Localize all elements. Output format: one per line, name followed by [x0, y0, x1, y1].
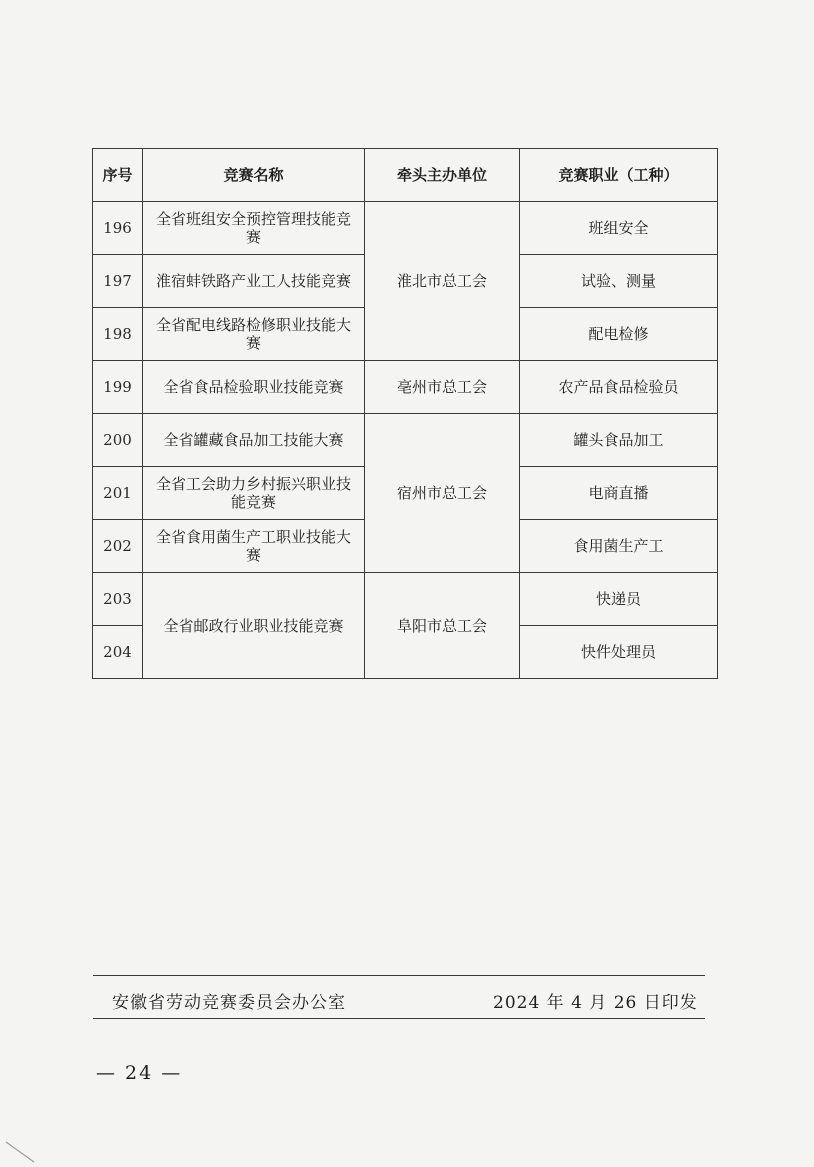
issue-date: 2024 年 4 月 26 日印发 — [493, 993, 698, 1013]
row-serial: 203 — [93, 573, 143, 626]
table-row — [93, 414, 718, 467]
row-contest-name: 全省班组安全预控管理技能竞赛 — [143, 202, 365, 255]
page-number: — 24 — — [96, 1062, 183, 1084]
header-organizer: 牵头主办单位 — [365, 149, 520, 202]
header-occupation: 竞赛职业（工种） — [520, 149, 718, 202]
row-occupation: 罐头食品加工 — [520, 414, 718, 467]
row-occupation: 快递员 — [520, 573, 718, 626]
row-occupation: 试验、测量 — [520, 255, 718, 308]
row-contest-name: 淮宿蚌铁路产业工人技能竞赛 — [143, 255, 365, 308]
table-row — [93, 573, 718, 626]
row-contest-name: 全省罐藏食品加工技能大赛 — [143, 414, 365, 467]
row-serial: 200 — [93, 414, 143, 467]
row-contest-name: 全省食品检验职业技能竞赛 — [143, 361, 365, 414]
row-contest-name: 全省食用菌生产工职业技能大赛 — [143, 520, 365, 573]
issuer-text: 安徽省劳动竞赛委员会办公室 — [112, 993, 346, 1013]
table-row — [93, 361, 718, 414]
row-serial: 198 — [93, 308, 143, 361]
table-header-row — [93, 149, 718, 202]
header-serial: 序号 — [93, 149, 143, 202]
row-serial: 201 — [93, 467, 143, 520]
row-serial: 202 — [93, 520, 143, 573]
footer-divider-top — [93, 975, 705, 976]
row-occupation: 农产品食品检验员 — [520, 361, 718, 414]
row-occupation: 快件处理员 — [520, 626, 718, 679]
row-organizer: 宿州市总工会 — [365, 414, 520, 573]
row-contest-name: 全省工会助力乡村振兴职业技能竞赛 — [143, 467, 365, 520]
row-occupation: 电商直播 — [520, 467, 718, 520]
row-serial: 197 — [93, 255, 143, 308]
row-contest-name: 全省邮政行业职业技能竞赛 — [143, 573, 365, 679]
row-organizer: 淮北市总工会 — [365, 202, 520, 361]
table-row — [93, 202, 718, 255]
row-occupation: 食用菌生产工 — [520, 520, 718, 573]
row-serial: 204 — [93, 626, 143, 679]
footer-divider-bottom — [93, 1018, 705, 1019]
row-occupation: 配电检修 — [520, 308, 718, 361]
row-organizer: 阜阳市总工会 — [365, 573, 520, 679]
row-organizer: 亳州市总工会 — [365, 361, 520, 414]
contest-table — [92, 148, 718, 679]
row-serial: 199 — [93, 361, 143, 414]
row-serial: 196 — [93, 202, 143, 255]
row-occupation: 班组安全 — [520, 202, 718, 255]
row-contest-name: 全省配电线路检修职业技能大赛 — [143, 308, 365, 361]
header-contest-name: 竞赛名称 — [143, 149, 365, 202]
scan-corner-mark — [4, 1136, 40, 1164]
